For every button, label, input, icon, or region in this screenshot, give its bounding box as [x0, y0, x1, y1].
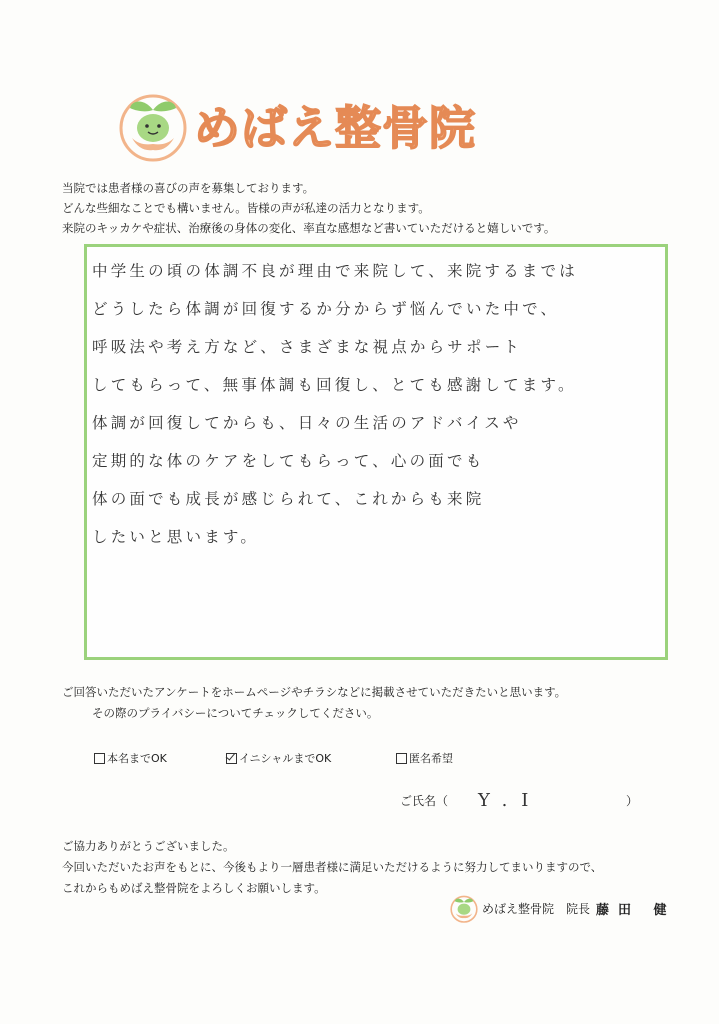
closing-line: ご協力ありがとうございました。 [62, 839, 235, 853]
response-line: したいと思います。 [92, 528, 260, 546]
intro-line: 来院のキッカケや症状、治療後の身体の変化、率直な感想など書いていただけると嬉しいです。 [62, 221, 556, 235]
consent-line: その際のプライバシーについてチェックしてください。 [92, 706, 379, 720]
checkbox-initials[interactable] [226, 753, 237, 764]
option-label: イニシャルまでOK [239, 752, 332, 765]
option-anonymous[interactable] [396, 750, 453, 766]
option-initials[interactable] [226, 750, 331, 766]
response-line: 呼吸法や考え方など、さまざまな視点からサポート [92, 338, 523, 356]
sprout-mascot-icon [118, 88, 188, 162]
checkbox-anonymous[interactable] [396, 753, 407, 764]
consent-line: ご回答いただいたアンケートをホームページやチラシなどに掲載させていただきたいと思います。 [62, 685, 567, 699]
clinic-name: めばえ整骨院 [194, 101, 476, 155]
sprout-mascot-icon [450, 893, 478, 923]
name-field [400, 790, 638, 811]
closing-text [62, 836, 602, 899]
option-label: 匿名希望 [409, 752, 453, 765]
closing-line: これからもめばえ整骨院をよろしくお願いします。 [62, 881, 326, 895]
response-line: 体の面でも成長が感じられて、これからも来院 [92, 490, 485, 508]
response-line: 体調が回復してからも、日々の生活のアドバイスや [92, 414, 522, 432]
name-close: ） [626, 794, 639, 808]
clinic-logo [118, 88, 476, 162]
intro-text [62, 178, 555, 238]
option-real-name[interactable] [94, 750, 167, 766]
response-line: どうしたら体調が回復するか分からず悩んでいた中で、 [92, 300, 560, 318]
response-line: 定期的な体のケアをしてもらって、心の面でも [92, 452, 485, 470]
option-label: 本名までOK [107, 752, 167, 765]
signature-person: 藤田 健 [596, 902, 676, 918]
intro-line: 当院では患者様の喜びの声を募集しております。 [62, 181, 315, 195]
consent-text [62, 682, 566, 724]
name-label: ご氏名（ [400, 794, 449, 808]
intro-line: どんな些細なことでも構いません。皆様の声が私達の活力となります。 [62, 201, 430, 215]
checkbox-real-name[interactable] [94, 753, 105, 764]
signature-clinic: めばえ整骨院 [482, 901, 555, 916]
closing-line: 今回いただいたお声をもとに、今後もより一層患者様に満足いただけるように努力してまいりますので、 [62, 860, 603, 874]
response-line: 中学生の頃の体調不良が理由で来院して、来院するまでは [92, 262, 578, 280]
signature-title: 院長 [566, 901, 591, 916]
response-line: してもらって、無事体調も回復し、とても感謝してます。 [92, 376, 577, 394]
handwritten-response [92, 252, 652, 556]
name-value[interactable]: Y.I [478, 790, 543, 811]
signature [450, 893, 676, 923]
